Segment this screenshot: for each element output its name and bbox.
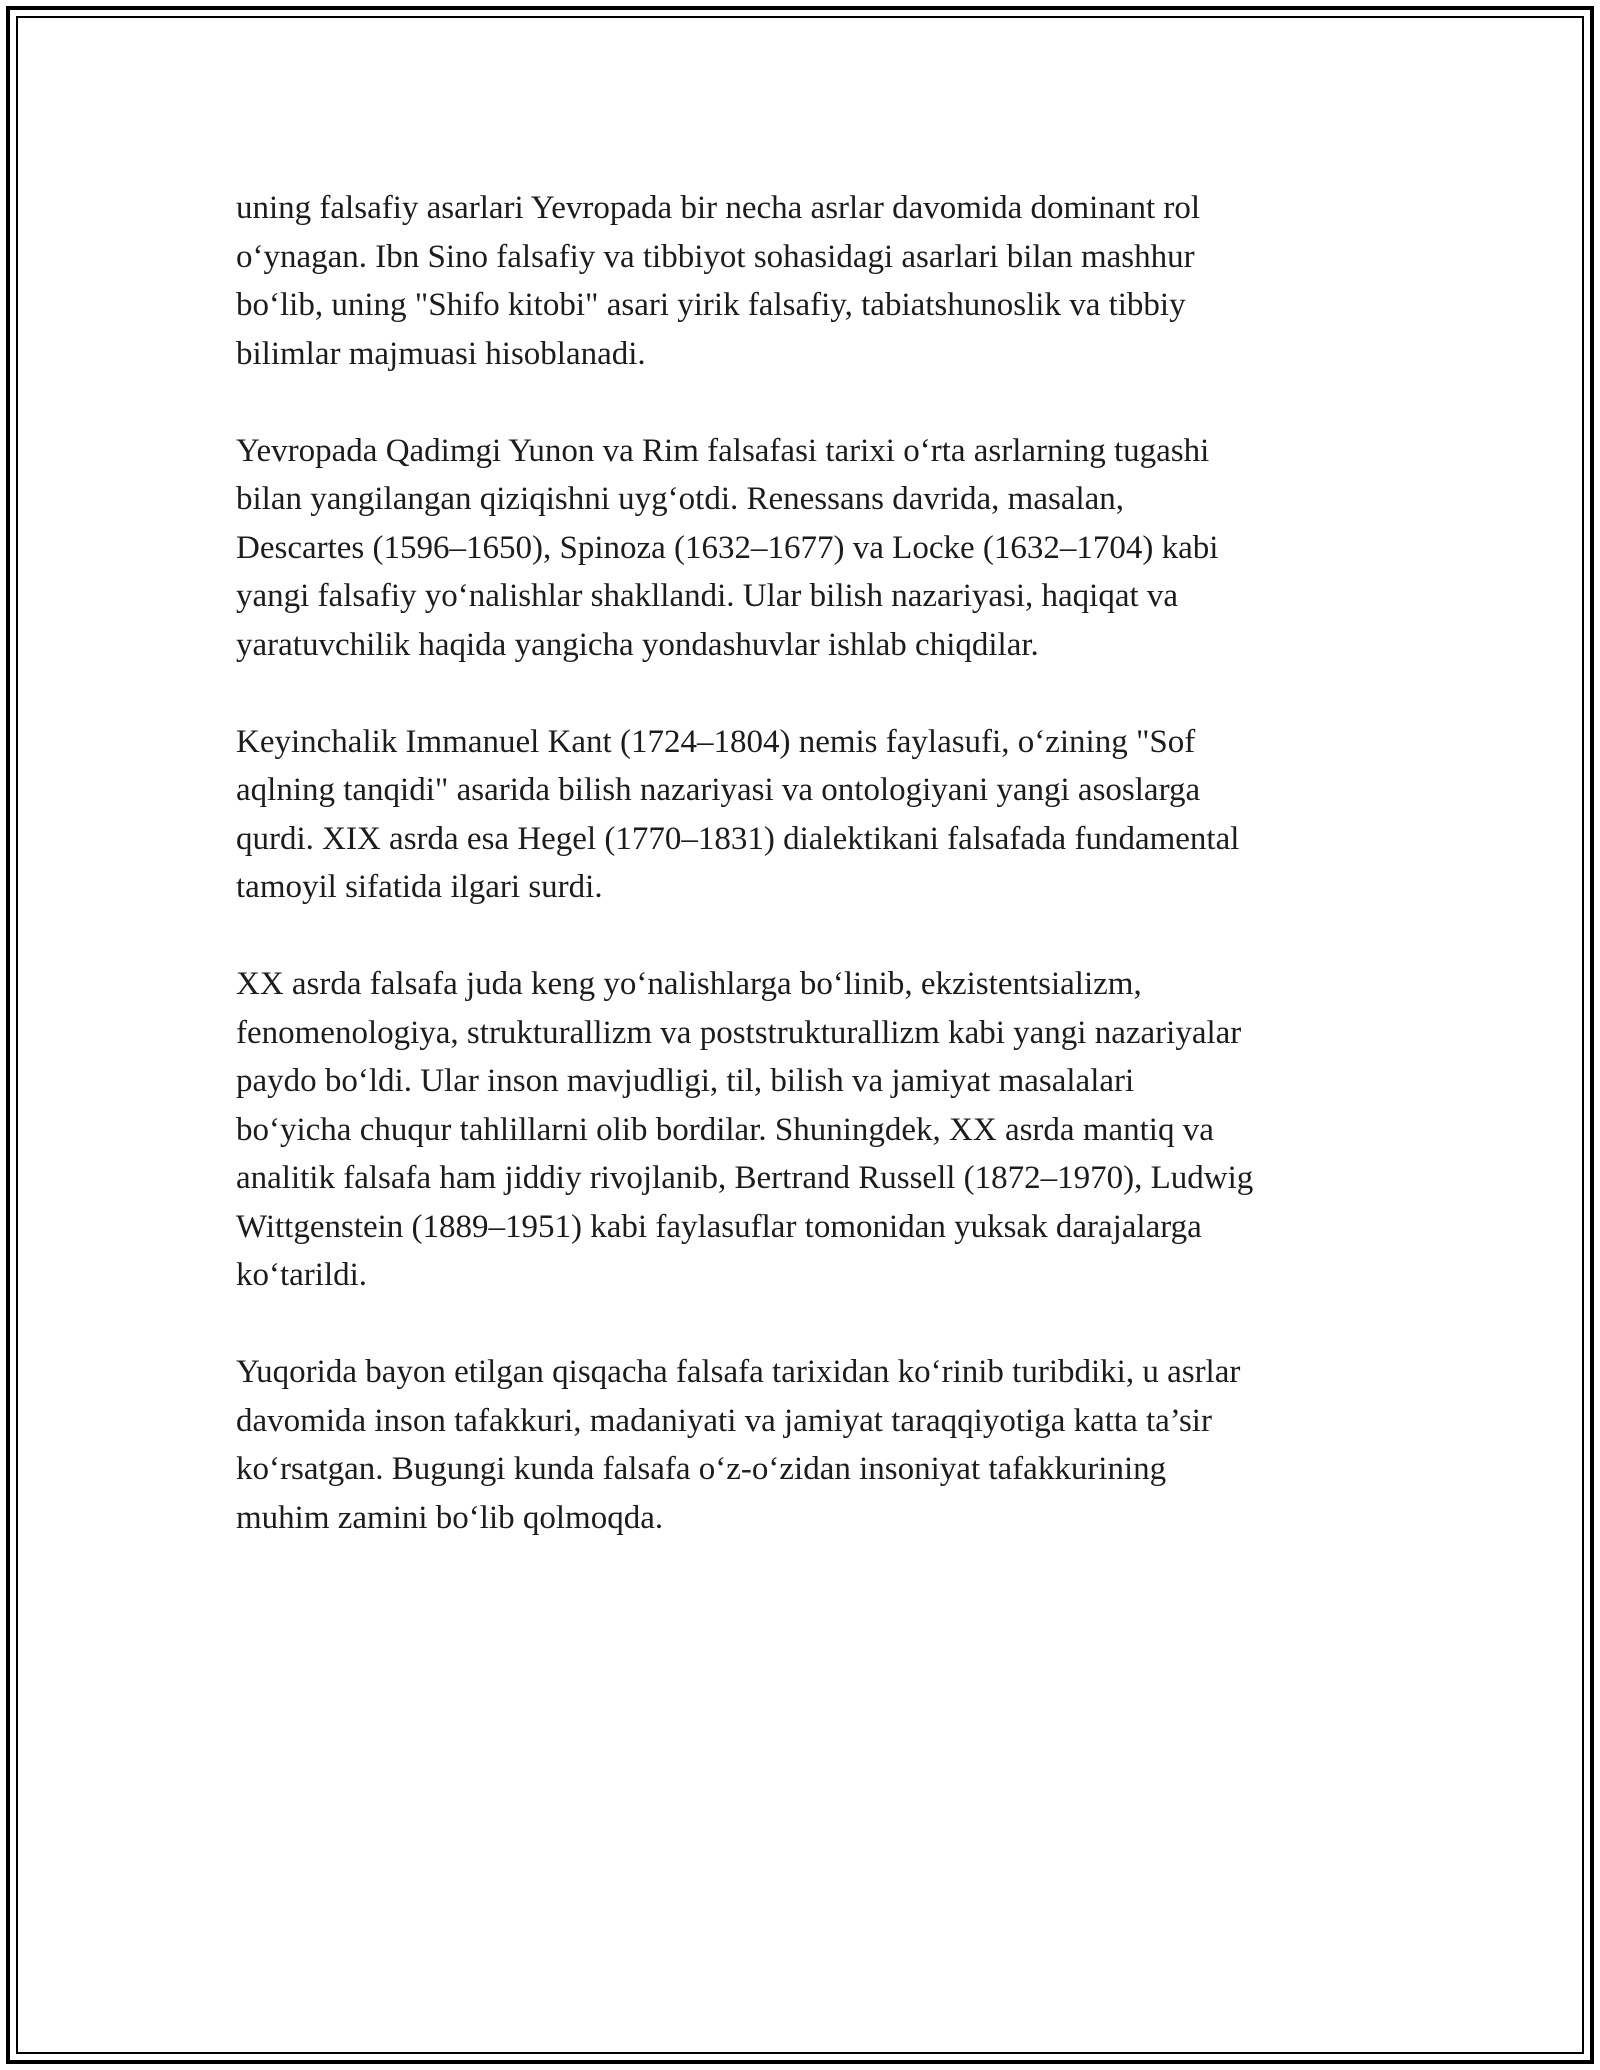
text-line: Yuqorida bayon etilgan qisqacha falsafa tarixidan ko‘rinib turibdiki, u asrlar: [236, 1354, 1241, 1390]
text-line: bilimlar majmuasi hisoblanadi.: [236, 335, 646, 372]
paragraph-2: [236, 427, 1376, 670]
text-line: paydo bo‘ldi. Ular inson mavjudligi, til, bilish va jamiyat masalalari: [236, 1063, 1135, 1099]
text-line: bo‘yicha chuqur tahlillarni olib bordilar. Shuningdek, XX asrda mantiq va: [236, 1111, 1214, 1148]
text-line: bo‘lib, uning "Shifo kitobi" asari yirik falsafiy, tabiatshunoslik va tibbiy: [236, 287, 1186, 323]
text-line: o‘ynagan. Ibn Sino falsafiy va tibbiyot sohasidagi asarlari bilan mashhur: [236, 238, 1195, 275]
paragraph-5: [236, 1348, 1376, 1542]
text-line: yangi falsafiy yo‘nalishlar shakllandi. Ular bilish nazariyasi, haqiqat va: [236, 578, 1179, 614]
text-line: Wittgenstein (1889–1951) kabi faylasuflar tomonidan yuksak darajalarga: [236, 1208, 1202, 1245]
text-line: Keyinchalik Immanuel Kant (1724–1804) nemis faylasufi, o‘zining "Sof: [236, 723, 1196, 760]
text-line: XX asrda falsafa juda keng yo‘nalishlarga bo‘linib, ekzistentsializm,: [236, 966, 1142, 1002]
text-line: Yevropada Qadimgi Yunon va Rim falsafasi tarixi o‘rta asrlarning tugashi: [236, 432, 1210, 469]
document-body: [236, 184, 1376, 1591]
text-line: Descartes (1596–1650), Spinoza (1632–1677) va Locke (1632–1704) kabi: [236, 529, 1219, 566]
paragraph-1: [236, 184, 1376, 378]
text-line: bilan yangilangan qiziqishni uyg‘otdi. Renessans davrida, masalan,: [236, 481, 1125, 517]
text-line: tamoyil sifatida ilgari surdi.: [236, 869, 603, 905]
text-line: fenomenologiya, strukturallizm va poststrukturallizm kabi yangi nazariyalar: [236, 1014, 1242, 1051]
text-line: aqlning tanqidi" asarida bilish nazariyasi va ontologiyani yangi asoslarga: [236, 772, 1201, 808]
paragraph-3: [236, 718, 1376, 912]
paragraph-4: [236, 960, 1376, 1300]
text-line: muhim zamini bo‘lib qolmoqda.: [236, 1499, 664, 1536]
text-line: davomida inson tafakkuri, madaniyati va jamiyat taraqqiyotiga katta ta’sir: [236, 1402, 1212, 1439]
text-line: ko‘tarildi.: [236, 1257, 368, 1293]
text-line: qurdi. XIX asrda esa Hegel (1770–1831) dialektikani falsafada fundamental: [236, 820, 1240, 857]
text-line: analitik falsafa ham jiddiy rivojlanib, Bertrand Russell (1872–1970), Ludwig: [236, 1160, 1254, 1196]
text-line: uning falsafiy asarlari Yevropada bir necha asrlar davomida dominant rol: [236, 190, 1201, 226]
text-line: ko‘rsatgan. Bugungi kunda falsafa o‘z-o‘zidan insoniyat tafakkurining: [236, 1451, 1167, 1487]
text-line: yaratuvchilik haqida yangicha yondashuvlar ishlab chiqdilar.: [236, 626, 1039, 663]
